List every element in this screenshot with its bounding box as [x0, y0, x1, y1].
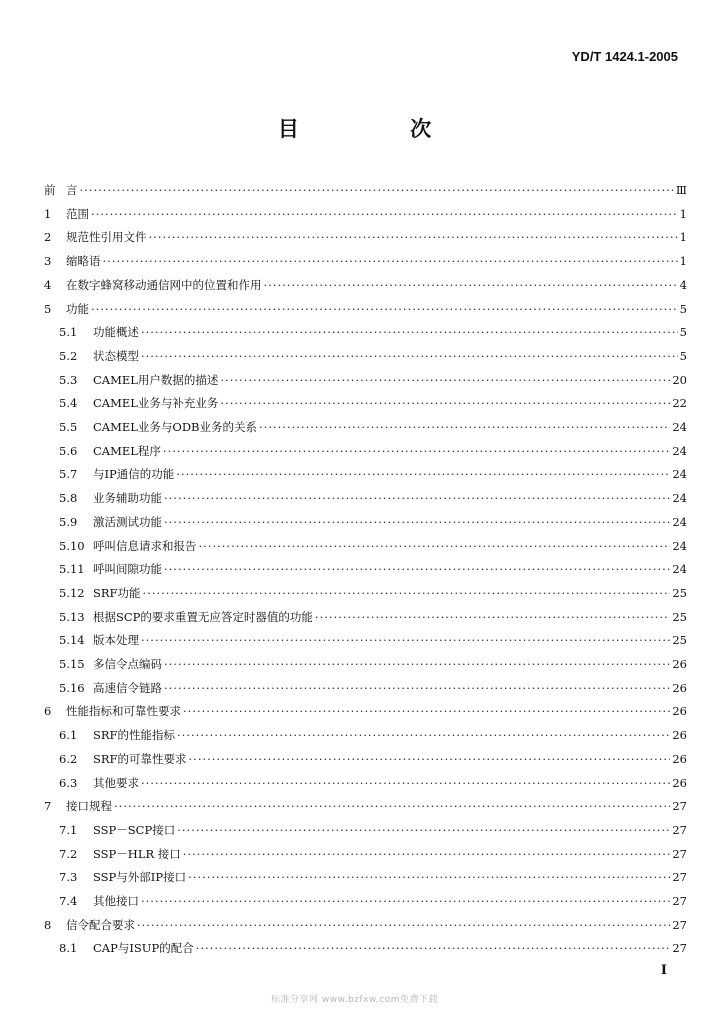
- toc-entry[interactable]: [42, 675, 687, 695]
- toc-entry-title: 信令配合要求: [66, 917, 135, 932]
- toc-entry-page: 4: [679, 277, 687, 292]
- toc-entry-title: 性能指标和可靠性要求: [66, 704, 181, 719]
- toc-entry-number: 7.4: [59, 894, 78, 908]
- toc-leader-dots: [149, 230, 678, 244]
- page-title: 目 次: [277, 117, 484, 141]
- toc-leader-dots: [199, 539, 671, 553]
- toc-leader-dots: [80, 183, 674, 197]
- toc-leader-dots: [164, 681, 670, 695]
- toc-entry-title: 接口规程: [66, 799, 112, 814]
- toc-leader-dots: [114, 799, 670, 813]
- toc-entry[interactable]: [42, 414, 687, 434]
- toc-entry-page: 27: [672, 941, 687, 956]
- toc-entry-number: 8.1: [59, 941, 78, 956]
- toc-entry[interactable]: [42, 698, 687, 718]
- toc-entry-number: 3: [44, 254, 52, 269]
- toc-entry-page: 26: [672, 751, 687, 766]
- toc-entry-page: 24: [672, 491, 687, 506]
- toc-entry-title: CAMEL业务与补充业务: [93, 396, 219, 411]
- toc-leader-dots: [164, 491, 670, 505]
- toc-entry-title: 范围: [66, 206, 89, 221]
- toc-entry-number: 5.13: [59, 609, 85, 624]
- toc-entry-title: 缩略语: [66, 254, 101, 269]
- toc-entry-number: 5.7: [59, 467, 78, 482]
- toc-entry-number: 8: [44, 917, 52, 932]
- toc-entry-number: 7.1: [59, 822, 78, 837]
- toc-leader-dots: [141, 633, 670, 647]
- toc-entry-number: 5.1: [59, 325, 78, 340]
- toc-entry-title: 其他接口: [93, 894, 139, 908]
- toc-entry[interactable]: [42, 746, 687, 766]
- toc-leader-dots: [91, 302, 678, 316]
- toc-entry-number: 2: [44, 230, 52, 245]
- toc-entry-title: 业务辅助功能: [93, 491, 162, 506]
- toc-leader-dots: [91, 207, 678, 221]
- toc-leader-dots: [141, 325, 678, 339]
- toc-leader-dots: [164, 562, 670, 576]
- toc-entry[interactable]: [42, 888, 687, 908]
- toc-entry-page: 25: [672, 633, 687, 648]
- toc-entry-title: 言: [66, 183, 78, 197]
- toc-entry-number: 5.10: [59, 538, 85, 553]
- toc-leader-dots: [141, 894, 670, 908]
- toc-entry-page: 24: [672, 538, 687, 553]
- toc-entry-title: 多信令点编码: [93, 657, 162, 671]
- toc-entry-number: 5.6: [59, 443, 78, 458]
- toc-entry-number: 5.16: [59, 680, 85, 695]
- document-code: YD/T 1424.1-2005: [571, 49, 678, 64]
- toc-entry-title: SRF的可靠性要求: [93, 751, 187, 766]
- toc-leader-dots: [137, 918, 670, 932]
- toc-entry-page: 1: [679, 254, 687, 269]
- toc-entry[interactable]: [42, 485, 687, 505]
- toc-entry-page: 25: [672, 585, 687, 600]
- toc-entry[interactable]: [42, 533, 687, 553]
- toc-entry-page: 1: [679, 206, 687, 221]
- toc-entry-title: 功能概述: [93, 325, 139, 340]
- toc-entry[interactable]: [42, 793, 687, 813]
- toc-leader-dots: [141, 349, 678, 363]
- toc-entry-title: CAMEL业务与ODB业务的关系: [93, 420, 258, 434]
- toc-leader-dots: [220, 373, 670, 387]
- toc-entry-number: 6.3: [59, 775, 78, 790]
- toc-entry[interactable]: [42, 296, 687, 316]
- toc-entry[interactable]: [42, 604, 687, 624]
- toc-entry-title: 其他要求: [93, 775, 139, 790]
- toc-entry-title: CAP与ISUP的配合: [93, 941, 194, 956]
- toc-entry[interactable]: [42, 461, 687, 481]
- toc-entry-page: 24: [672, 562, 687, 577]
- toc-entry-page: 27: [672, 846, 687, 861]
- toc-entry-number: 5.5: [59, 420, 78, 434]
- toc-leader-dots: [183, 847, 671, 861]
- toc-entry-page: 27: [672, 870, 687, 885]
- toc-leader-dots: [176, 467, 670, 481]
- toc-entry-number: 7.2: [59, 846, 78, 861]
- toc-entry-number: 5.9: [59, 514, 78, 529]
- toc-leader-dots: [196, 941, 671, 955]
- toc-entry[interactable]: [42, 912, 687, 932]
- toc-entry-title: 状态模型: [93, 348, 139, 363]
- toc-leader-dots: [163, 444, 670, 458]
- toc-entry[interactable]: [42, 509, 687, 529]
- toc-entry-page: 24: [672, 420, 687, 434]
- toc-entry[interactable]: [42, 770, 687, 790]
- toc-entry[interactable]: [42, 201, 687, 221]
- toc-entry-title: SSP－SCP接口: [93, 822, 176, 837]
- toc-entry-page: 27: [672, 822, 687, 837]
- toc-entry[interactable]: [42, 248, 687, 268]
- toc-entry-number: 7: [44, 799, 52, 814]
- toc-entry-page: 5: [679, 301, 687, 316]
- toc-entry[interactable]: [42, 817, 687, 837]
- toc-entry[interactable]: [42, 177, 687, 197]
- toc-entry-title: 与IP通信的功能: [93, 467, 175, 482]
- toc-entry[interactable]: [42, 841, 687, 861]
- toc-entry-title: 激活测试功能: [93, 514, 162, 529]
- toc-entry[interactable]: [42, 438, 687, 458]
- toc-entry[interactable]: [42, 319, 687, 339]
- toc-entry-number: 6.2: [59, 751, 78, 766]
- toc-entry-page: 24: [672, 467, 687, 482]
- toc-entry[interactable]: [42, 224, 687, 244]
- toc-leader-dots: [259, 420, 670, 434]
- toc-leader-dots: [189, 752, 671, 766]
- toc-entry-number: 1: [44, 206, 52, 221]
- toc-entry-page: 26: [672, 728, 687, 743]
- toc-entry[interactable]: [42, 367, 687, 387]
- toc-entry-number: 5.15: [59, 657, 85, 671]
- toc-leader-dots: [315, 610, 670, 624]
- toc-entry-page: 5: [679, 325, 687, 340]
- toc-entry[interactable]: [42, 390, 687, 410]
- toc-entry-title: 功能: [66, 301, 89, 316]
- toc-entry[interactable]: [42, 864, 687, 884]
- toc-entry[interactable]: [42, 935, 687, 955]
- toc-entry-page: 27: [672, 917, 687, 932]
- toc-entry-title: SRF的性能指标: [93, 728, 176, 743]
- toc-entry-number: 4: [44, 277, 52, 292]
- toc-entry[interactable]: [42, 580, 687, 600]
- toc-entry-page: 25: [672, 609, 687, 624]
- toc-entry-page: 26: [672, 680, 687, 695]
- toc-entry-title: 在数字蜂窝移动通信网中的位置和作用: [66, 277, 262, 292]
- toc-entry-page: 5: [679, 348, 687, 363]
- toc-entry-page: 1: [679, 230, 687, 245]
- toc-entry-title: 根据SCP的要求重置无应答定时器值的功能: [93, 609, 313, 624]
- toc-entry-page: 27: [672, 799, 687, 814]
- toc-leader-dots: [164, 657, 670, 671]
- toc-leader-dots: [264, 278, 678, 292]
- toc-entry-title: 版本处理: [93, 633, 139, 648]
- toc-entry-page: 20: [672, 372, 687, 387]
- toc-entry-number: 6: [44, 704, 52, 719]
- toc-entry[interactable]: [42, 651, 687, 671]
- toc-leader-dots: [141, 776, 670, 790]
- toc-entry-page: 26: [672, 775, 687, 790]
- toc-entry-number: 5.8: [59, 491, 78, 506]
- toc-entry-title: SSP与外部IP接口: [93, 870, 187, 885]
- toc-entry[interactable]: [42, 556, 687, 576]
- watermark: 标准分享网 www.bzfxw.com免费下载: [270, 995, 439, 1005]
- toc-entry-title: 呼叫信息请求和报告: [93, 538, 197, 553]
- toc-leader-dots: [164, 515, 670, 529]
- toc-entry-number: 5: [44, 301, 52, 316]
- toc-leader-dots: [220, 396, 670, 410]
- toc-entry-number: 7.3: [59, 870, 78, 885]
- toc-entry-title: CAMEL程序: [93, 443, 161, 458]
- toc-entry-page: 26: [672, 704, 687, 719]
- toc-leader-dots: [177, 728, 670, 742]
- toc-entry-title: 规范性引用文件: [66, 230, 147, 245]
- toc-leader-dots: [188, 870, 670, 884]
- toc-entry-number: 6.1: [59, 728, 78, 743]
- toc-entry-title: 呼叫间隙功能: [93, 562, 162, 577]
- toc-entry-title: SRF功能: [93, 585, 141, 600]
- toc-entry-number: 5.12: [59, 585, 85, 600]
- toc-entry-page: 24: [672, 443, 687, 458]
- toc-entry-page: 26: [672, 657, 687, 671]
- toc-entry-page: Ⅲ: [675, 183, 687, 197]
- toc-entry[interactable]: [42, 627, 687, 647]
- toc-entry-page: 24: [672, 514, 687, 529]
- toc-entry-number: 5.11: [59, 562, 85, 577]
- toc-entry-title: 高速信令链路: [93, 680, 162, 695]
- toc-leader-dots: [183, 704, 670, 718]
- toc-entry-title: CAMEL用户数据的描述: [93, 372, 219, 387]
- toc-entry-number: 5.2: [59, 348, 78, 363]
- toc-entry[interactable]: [42, 343, 687, 363]
- toc-entry-number: 5.14: [59, 633, 85, 648]
- toc-entry-page: 27: [672, 894, 687, 908]
- toc-entry-title: SSP－HLR 接口: [93, 846, 181, 861]
- toc-entry-number: 5.3: [59, 372, 78, 387]
- toc-entry-number: 5.4: [59, 396, 78, 411]
- toc-leader-dots: [177, 823, 670, 837]
- toc-entry-number: 前: [44, 183, 56, 197]
- toc-leader-dots: [143, 586, 671, 600]
- toc-leader-dots: [103, 254, 678, 268]
- toc-entry[interactable]: [42, 272, 687, 292]
- page-number: I: [660, 963, 667, 978]
- toc-entry[interactable]: [42, 722, 687, 742]
- toc-entry-page: 22: [672, 396, 687, 411]
